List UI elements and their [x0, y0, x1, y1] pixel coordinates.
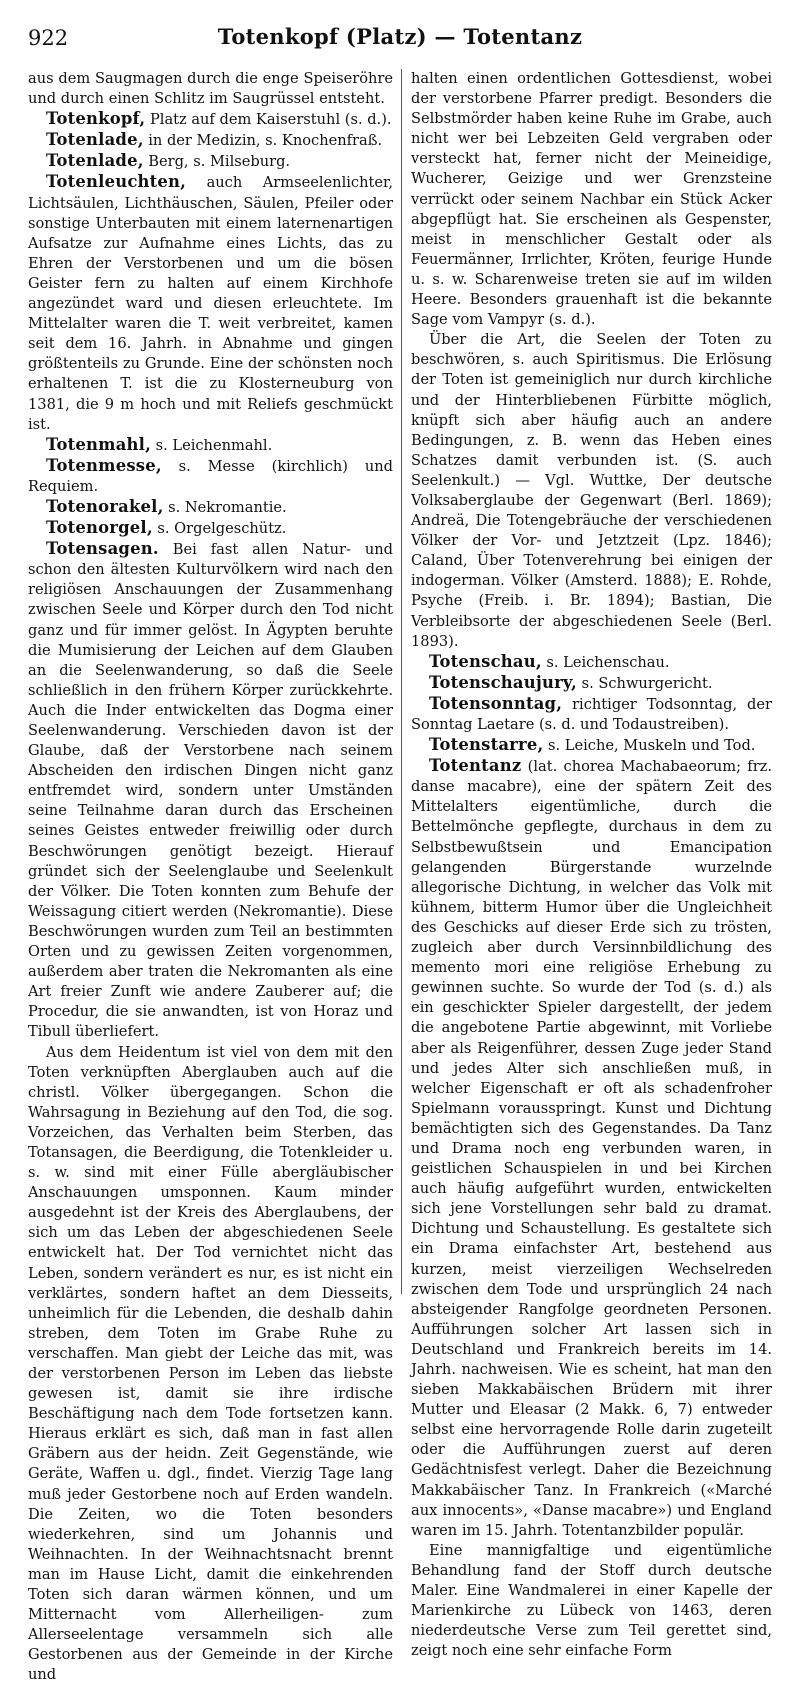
body-paragraph: Über die Art, die Seelen der Toten zu beschwören, s. auch Spiritismus. Die Erlösung der Toten ist gemeiniglich nur durch kirchliche und der Hinterbliebenen Fürbitte möglich, knüpft sich aber häufig auch an andere Bedingungen, z. B. wenn das Heben eines Schatzes damit verbunden ist. (S. auch Seelenkult.) — Vgl. Wuttke, Der deutsche Volksaberglaube der Gegenwart (Berl. 1869); Andreä, Die Totengebräuche der verschiedenen Völker der Vor- und Jetztzeit (Lpz. 1846); Caland, Über Totenverehrung bei einigen der indogerman. Völker (Amsterd. 1888); E. Rohde, Psyche (Freib. i. Br. 1894); Bastian, Die Verbleibsorte der abgeschiedenen Seele (Berl. 1893).: [411, 331, 772, 650]
entry-text: (lat. chorea Machabaeorum; frz. danse macabre), eine der spätern Zeit des Mittelalters eigentümliche, durch die Bettelmönche gepflegte, durchaus in dem zu Selbstbewußtsein und Emancipation gelangenden Bürgerstande wurzelnde allegorische Dichtung, in welcher das Volk mit kühnem, bitterm Humor über die Ungleichheit des Geschicks auf dieser Erde sich zu trösten, zugleich aber durch Versinnbildlichung des memento mori eine religiöse Erhebung zu gewinnen suchte. So wurde der Tod (s. d.) als ein geschickter Spieler dargestellt, der jedem die angebotene Partie abgewinnt, mit Vorliebe aber als Reigenführer, dessen Zuge jeder Stand und jedes Alter sich anschließen muß, in welcher Eigenschaft er oft als schadenfroher Spielmann vorausspringt. Kunst und Dichtung bemächtigten sich des Gegenstandes. Da Tanz und Drama noch eng verbunden waren, in geistlichen Schauspielen in und bei Kirchen auch häufig aufgeführt wurden, entwickelten sich jene Vorstellungen sehr bald zu dramat. Dichtung und Schaustellung. Es gestaltete sich ein Drama einfachster Art, bestehend aus kurzen, meist vierzeiligen Wechselreden zwischen dem Tode und ursprünglich 24 nach absteigender Rangfolge geordneten Personen. Aufführungen solcher Art lassen sich in Deutschland und Frankreich bereits im 14. Jahrh. nachweisen. Wie es scheint, hat man den sieben Makkabäischen Brüdern mit ihrer Mutter und Eleasar (2 Makk. 6, 7) entweder selbst eine hervorragende Rolle darin zugeteilt oder die Aufführungen zuerst auf deren Gedächtnisfest verlegt. Daher die Bezeichnung Makkabäischer Tanz. In Frankreich («Marché aux innocents», «Danse macabre») und England waren im 15. Jahrh. Totentanzbilder populär.: [411, 758, 772, 1539]
entry-headword: Totensagen.: [46, 539, 159, 559]
entry-text: s. Schwurgericht.: [576, 674, 713, 692]
entry-text: s. Leichenschau.: [541, 653, 670, 671]
dictionary-entry: [28, 172, 393, 434]
page-number: 922: [28, 26, 69, 50]
dictionary-entry: [411, 652, 772, 673]
running-title: Totenkopf (Platz) — Totentanz: [217, 24, 583, 49]
body-paragraph: Aus dem Heidentum ist viel von dem mit den Toten verknüpften Aberglauben auch auf die christl. Völker übergegangen. Schon die Wahrsagung in Beziehung auf den Tod, die sog. Vorzeichen, das Verhalten beim Sterben, das Totansagen, die Beerdigung, die Totenkleider u. s. w. sind mit einer Fülle abergläubischer Anschauungen umsponnen. Kaum minder ausgedehnt ist der Kreis des Aberglaubens, der sich um das Leben der abgeschiedenen Seele entwickelt hat. Der Tod vernichtet nicht das Leben, sondern verändert es nur, es ist nicht ein verklärtes, sondern haftet an dem Diesseits, unheimlich für die Lebenden, die deshalb dahin streben, dem Toten im Grabe Ruhe zu verschaffen. Man giebt der Leiche das mit, was der verstorbenen Person im Leben das liebste gewesen ist, damit sie ihre irdische Beschäftigung nach dem Tode fortsetzen kann. Hieraus erklärt es sich, daß man in fast allen Gräbern aus der heidn. Zeit Gegenstände, wie Geräte, Waffen u. dgl., findet. Vierzig Tage lang muß jeder Gestorbene noch auf Erden wandeln. Die Zeiten, wo die Toten besonders wiederkehren, sind um Johannis und Weihnachten. In der Weihnachtsnacht brennt man im Hause Licht, damit die einkehrenden Toten sich daran wärmen können, und um Mitternacht vom Allerheiligen- zum Allerseelentage versammeln sich alle Gestorbenen aus der Gemeinde in der Kirche und: [28, 1043, 393, 1684]
entry-headword: Totenlade,: [46, 130, 144, 150]
entry-headword: Totenorgel,: [46, 518, 153, 538]
entry-headword: Totensonntag,: [429, 693, 563, 713]
entry-text: s. Leiche, Muskeln und Tod.: [543, 737, 756, 755]
entry-text: auch Armseelenlichter, Lichtsäulen, Lichthäuschen, Säulen, Pfeiler oder sonstige Unterbauten mit einem laternenartigen Aufsatze zur Aufnahme eines Lichts, das zu Ehren der Verstorbenen und um die bösen Geister fern zu halten auf einem Kirchhofe angezündet ward und diesen erleuchtete. Im Mittelalter waren die T. weit verbreitet, kamen seit dem 16. Jahrh. in Abnahme und gingen größtenteils zu Grunde. Eine der schönsten noch erhaltenen T. ist die zu Klosterneuburg von 1381, die 9 m hoch und mit Reliefs geschmückt ist.: [28, 174, 393, 433]
dictionary-entry: [28, 456, 393, 497]
dictionary-entry: [28, 435, 393, 456]
dictionary-entry: [28, 518, 393, 539]
column-divider: [401, 69, 402, 1294]
entry-text: Platz auf dem Kaiserstuhl (s. d.).: [145, 111, 392, 129]
dictionary-entry: [28, 109, 393, 130]
dictionary-entry: [411, 735, 772, 756]
left-column: [28, 69, 393, 1684]
continued-text: halten einen ordentlichen Gottesdienst, wobei der verstorbene Pfarrer predigt. Besonders die Selbstmörder haben keine Ruhe im Grabe, auch nicht wer bei Lebzeiten Geld vergraben oder versteckt hat, ferner nicht der Meineidige, Wucherer, Geizige und wer Grenzsteine verrückt oder seinem Nachbar ein Stück Acker abgepflügt hat. Sie erscheinen als Gespenster, meist in menschlicher Gestalt oder als Feuermänner, Irrlichter, Kröten, feurige Hunde u. s. w. Scharenweise treten sie auf im wilden Heere. Besonders grauenhaft ist die bekannte Sage vom Vampyr (s. d.).: [411, 70, 772, 329]
body-paragraph: Eine mannigfaltige und eigentümliche Behandlung fand der Stoff durch deutsche Maler. Eine Wandmalerei in einer Kapelle der Marienkirche zu Lübeck von 1463, deren niederdeutsche Verse zum Teil gerettet sind, zeigt noch eine sehr einfache Form: [411, 1541, 772, 1660]
continued-text: aus dem Saugmagen durch die enge Speiseröhre und durch einen Schlitz im Saugrüssel entsteht.: [28, 70, 393, 108]
entry-headword: Totentanz: [429, 756, 522, 776]
entry-text: s. Nekromantie.: [163, 498, 287, 516]
dictionary-entry: [411, 694, 772, 735]
entry-headword: Totenorakel,: [46, 496, 164, 516]
dictionary-entry: [28, 497, 393, 518]
entry-headword: Totenstarre,: [429, 735, 544, 755]
entry-headword: Totenmahl,: [46, 434, 151, 454]
dictionary-entry: [28, 130, 393, 151]
entry-text: richtiger Todsonntag, der Sonntag Laetare (s. d. und Todaustreiben).: [411, 695, 772, 733]
entry-text: Bei fast allen Natur- und schon den ältesten Kulturvölkern wird nach den religiösen Anschauungen der Zusammenhang zwischen Seele und Körper durch den Tod nicht ganz und für immer gelöst. In Ägypten beruhte die Mumisierung der Leichen auf dem Glauben an die Seelenwanderung, so daß die Seele schließlich in den frühern Körper zurückkehrte. Auch die Inder entwickelten das Dogma einer Seelenwanderung. Verschieden davon ist der Glaube, daß der Verstorbene nach seinem Abscheiden den irdischen Dingen nicht ganz entfremdet wird, sondern unter Umständen seine Teilnahme daran durch das Erscheinen seines Geistes entweder freiwillig oder durch Beschwörungen genötigt bezeigt. Hierauf gründet sich der Seelenglaube und Seelenkult der Völker. Die Toten konnten zum Behufe der Weissagung citiert werden (Nekromantie). Diese Beschwörungen wurden zum Teil an bestimmten Orten und zu gewissen Zeiten vorgenommen, außerdem aber traten die Nekromanten als eine Art freier Zunft wie andere Zauberer auf; die Procedur, die sie anwandten, ist von Horaz und Tibull überliefert.: [28, 541, 393, 1041]
entry-text: in der Medizin, s. Knochenfraß.: [143, 132, 383, 150]
dictionary-entry: [411, 756, 772, 1541]
entry-headword: Totenlade,: [46, 151, 144, 171]
entry-text: s. Messe (kirchlich) und Requiem.: [28, 457, 393, 495]
entry-headword: Totenschaujury,: [429, 672, 577, 692]
entry-text: s. Leichenmahl.: [150, 436, 273, 454]
dictionary-entry: [411, 673, 772, 694]
entry-headword: Totenschau,: [429, 651, 542, 671]
page-header: [28, 20, 772, 60]
entry-text: Berg, s. Milseburg.: [143, 153, 291, 171]
dictionary-entry: [28, 539, 393, 1042]
dictionary-entry: [28, 151, 393, 172]
entry-headword: Totenmesse,: [46, 455, 162, 475]
entry-headword: Totenkopf,: [46, 109, 146, 129]
entry-headword: Totenleuchten,: [46, 172, 187, 192]
right-column: [411, 69, 772, 1660]
entry-text: s. Orgelgeschütz.: [152, 520, 287, 538]
